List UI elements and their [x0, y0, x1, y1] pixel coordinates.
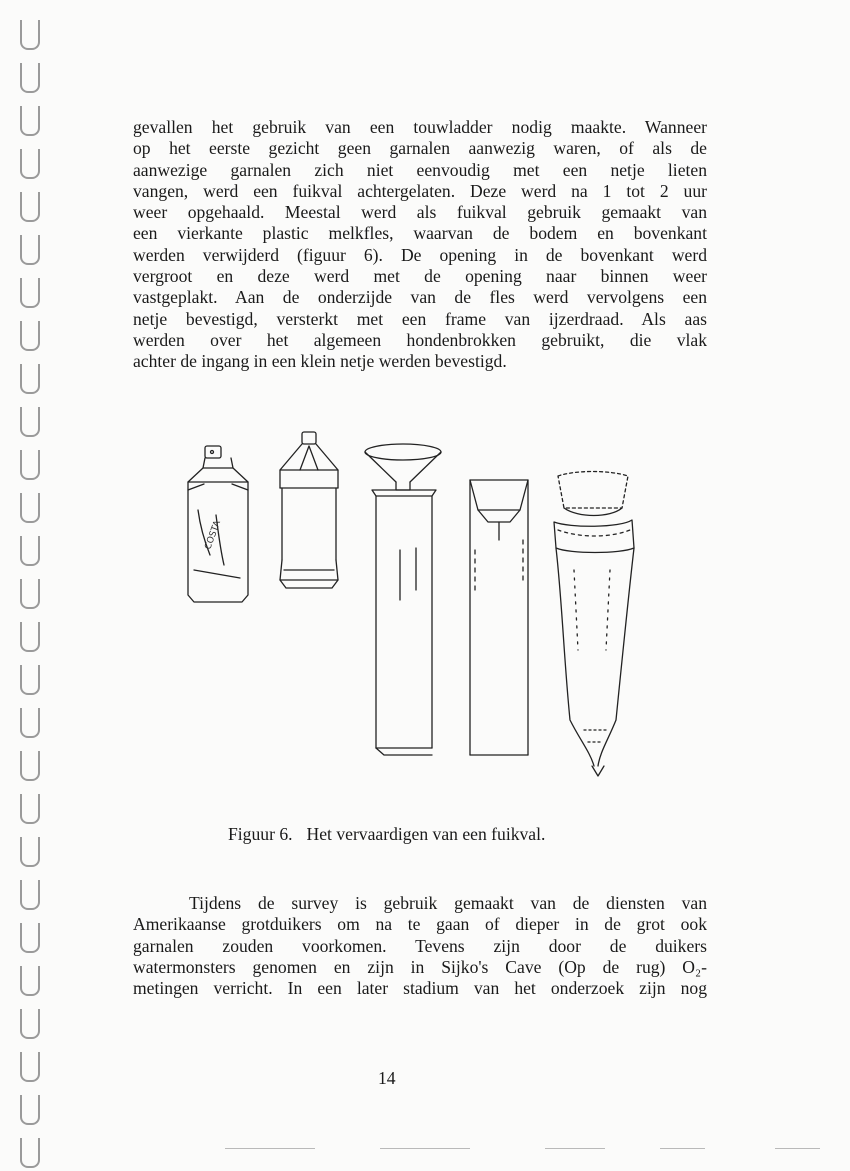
- binding-ring: [20, 966, 40, 996]
- binding-ring: [20, 364, 40, 394]
- paragraph-2: [133, 893, 707, 999]
- text-line: werden over het algemeen hondenbrokken gebruikt, die vlak: [133, 329, 707, 350]
- figure-caption-label: Figuur 6.: [228, 824, 293, 844]
- text-line: garnalen zouden voorkomen. Tevens zijn door de duikers: [133, 935, 707, 956]
- text-line: gevallen het gebruik van een touwladder nodig maakte. Wanneer: [133, 117, 707, 137]
- text-line: vastgeplakt. Aan de onderzijde van de fles werd vervolgens een: [133, 287, 707, 308]
- binding-ring: [20, 63, 40, 93]
- binding-ring: [20, 493, 40, 523]
- text-line: Tijdens de survey is gebruik gemaakt van de diensten van: [189, 893, 707, 913]
- binding-ring: [20, 880, 40, 910]
- text-line: metingen verricht. In een later stadium van het onderzoek zijn nog: [133, 978, 707, 999]
- text-line: aanwezige garnalen zich niet eenvoudig met een netje lieten: [133, 159, 707, 180]
- figure-caption: [228, 823, 545, 845]
- footer-rule: [380, 1148, 470, 1149]
- binding-ring: [20, 321, 40, 351]
- binding-ring: [20, 1138, 40, 1168]
- footer-rule: [225, 1148, 315, 1149]
- text-line: watermonsters genomen en zijn in Sijko's Cave (Op de rug) O₂-: [133, 956, 707, 977]
- footer-rule: [545, 1148, 605, 1149]
- fish-trap-figure: [170, 430, 660, 790]
- binding-ring: [20, 837, 40, 867]
- spiral-binding: [14, 0, 48, 1171]
- binding-ring: [20, 665, 40, 695]
- binding-ring: [20, 751, 40, 781]
- funnel-bottle-drawing: [365, 444, 441, 755]
- binding-ring: [20, 536, 40, 566]
- footer-rule: [660, 1148, 705, 1149]
- text-line: weer opgehaald. Meestal werd als fuikval gebruik gemaakt van: [133, 202, 707, 223]
- binding-ring: [20, 450, 40, 480]
- cut-bottle-drawing: [280, 432, 338, 588]
- footer-rule: [775, 1148, 820, 1149]
- binding-ring: [20, 149, 40, 179]
- text-line: een vierkante plastic melkfles, waarvan de bodem en bovenkant: [133, 223, 707, 244]
- binding-ring: [20, 192, 40, 222]
- binding-ring: [20, 235, 40, 265]
- binding-ring: [20, 622, 40, 652]
- binding-ring: [20, 106, 40, 136]
- binding-ring: [20, 278, 40, 308]
- binding-ring: [20, 794, 40, 824]
- text-line: achter de ingang in een klein netje werden bevestigd.: [133, 351, 507, 372]
- binding-ring: [20, 1095, 40, 1125]
- text-line: Amerikaanse grotduikers om na te gaan of dieper in de grot ook: [133, 914, 707, 935]
- text-line: op het eerste gezicht geen garnalen aanwezig waren, of als de: [133, 138, 707, 159]
- text-line: vergroot en deze werd met de opening naar binnen weer: [133, 266, 707, 287]
- milk-bottle-drawing: [188, 446, 248, 602]
- finished-trap-drawing: [554, 472, 634, 777]
- binding-ring: [20, 579, 40, 609]
- binding-ring: [20, 1009, 40, 1039]
- net-bottle-drawing: [470, 480, 528, 755]
- text-line: netje bevestigd, versterkt met een frame van ijzerdraad. Als aas: [133, 308, 707, 329]
- text-line: werden verwijderd (figuur 6). De opening in de bovenkant werd: [133, 244, 707, 265]
- paragraph-1: [133, 117, 707, 373]
- text-line: vangen, werd een fuikval achtergelaten. Deze werd na 1 tot 2 uur: [133, 180, 707, 201]
- svg-text:COSTA: COSTA: [203, 519, 224, 552]
- page-number: 14: [378, 1068, 396, 1088]
- binding-ring: [20, 20, 40, 50]
- binding-ring: [20, 1052, 40, 1082]
- binding-ring: [20, 708, 40, 738]
- binding-ring: [20, 407, 40, 437]
- figure-caption-text: Het vervaardigen van een fuikval.: [306, 824, 546, 844]
- binding-ring: [20, 923, 40, 953]
